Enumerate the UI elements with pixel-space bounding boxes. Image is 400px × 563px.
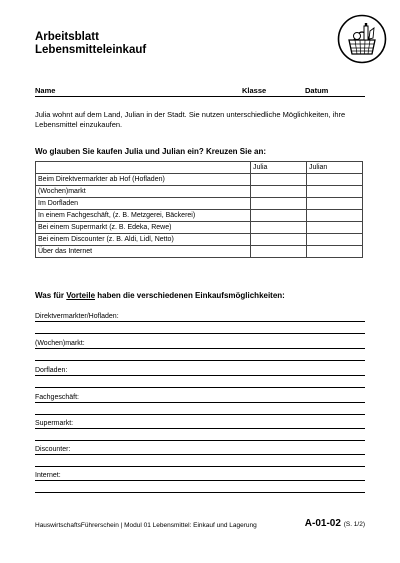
table-row	[36, 210, 363, 222]
answer-line[interactable]	[35, 466, 365, 467]
page-number: (S. 1/2)	[343, 521, 365, 528]
answer-line[interactable]	[35, 375, 365, 376]
field-label: Direktvermarkter/Hofladen:	[35, 313, 119, 320]
checkbox-cell-julia[interactable]	[251, 198, 307, 210]
checkbox-cell-julian[interactable]	[307, 174, 363, 186]
question-2-prefix: Was für	[35, 291, 67, 300]
checkbox-cell-julian[interactable]	[307, 234, 363, 246]
name-label: Name	[35, 86, 56, 95]
date-label: Datum	[305, 86, 329, 95]
answer-field-hofladen	[35, 313, 365, 337]
field-label: Fachgeschäft:	[35, 394, 79, 401]
intro-text: Julia wohnt auf dem Land, Julian in der Stadt. Sie nutzen unterschiedliche Möglichkeiten, ihre Lebensmittel einzukaufen.	[35, 110, 346, 129]
table-row	[36, 186, 363, 198]
checkbox-cell-julia[interactable]	[251, 246, 307, 258]
student-info-row	[35, 86, 365, 96]
field-label: Supermarkt:	[35, 420, 74, 427]
answer-line[interactable]	[35, 360, 365, 361]
footer-text: HauswirtschaftsFührerschein | Modul 01 Lebensmittel: Einkauf und Lagerung	[35, 522, 257, 529]
table-row	[36, 198, 363, 210]
row-label: Bei einem Supermarkt (z. B. Edeka, Rewe)	[36, 222, 251, 234]
worksheet-code	[305, 518, 365, 529]
worksheet-code-label: A-01-02	[304, 518, 341, 529]
table-header-empty	[36, 162, 251, 174]
row-label: In einem Fachgeschäft, (z. B. Metzgerei, Bäckerei)	[36, 210, 251, 222]
question-2-emphasis: Vorteile	[66, 291, 96, 300]
table-row	[36, 174, 363, 186]
answer-field-fachgeschaeft	[35, 394, 365, 418]
answer-line[interactable]	[35, 454, 365, 455]
row-label: Beim Direktvermarkter ab Hof (Hofladen)	[36, 174, 251, 186]
answer-field-supermarkt	[35, 420, 365, 444]
page-footer	[35, 518, 365, 532]
checkbox-cell-julia[interactable]	[251, 234, 307, 246]
info-underline[interactable]	[35, 96, 365, 97]
row-label: Über das Internet	[36, 246, 251, 258]
shopping-basket-icon	[337, 14, 387, 64]
table-header-row	[36, 162, 363, 174]
field-label: (Wochen)markt:	[35, 340, 85, 347]
checkbox-cell-julia[interactable]	[251, 222, 307, 234]
table-header-julia: Julia	[251, 162, 307, 174]
answer-field-discounter	[35, 446, 365, 470]
answer-line[interactable]	[35, 492, 365, 493]
answer-field-dorfladen	[35, 367, 365, 391]
answer-line[interactable]	[35, 321, 365, 322]
checkbox-cell-julian[interactable]	[307, 222, 363, 234]
answer-field-internet	[35, 472, 365, 496]
answer-line[interactable]	[35, 333, 365, 334]
answer-line[interactable]	[35, 428, 365, 429]
field-label: Dorfladen:	[35, 367, 68, 374]
title-line-1: Arbeitsblatt	[35, 31, 99, 43]
checkbox-cell-julian[interactable]	[307, 246, 363, 258]
checkbox-cell-julia[interactable]	[251, 210, 307, 222]
question-1: Wo glauben Sie kaufen Julia und Julian ein? Kreuzen Sie an:	[35, 147, 267, 156]
answer-line[interactable]	[35, 414, 365, 415]
table-header-julian: Julian	[307, 162, 363, 174]
table-row	[36, 246, 363, 258]
row-label: (Wochen)markt	[36, 186, 251, 198]
answer-line[interactable]	[35, 480, 365, 481]
question-2-suffix: haben die verschiedenen Einkaufsmöglichkeiten:	[95, 291, 285, 300]
table-row	[36, 234, 363, 246]
shopping-table	[35, 161, 363, 258]
field-label: Internet:	[35, 472, 61, 479]
checkbox-cell-julia[interactable]	[251, 186, 307, 198]
checkbox-cell-julian[interactable]	[307, 186, 363, 198]
checkbox-cell-julian[interactable]	[307, 198, 363, 210]
row-label: Im Dorfladen	[36, 198, 251, 210]
title-line-2: Lebensmitteleinkauf	[35, 44, 147, 56]
answer-line[interactable]	[35, 440, 365, 441]
checkbox-cell-julia[interactable]	[251, 174, 307, 186]
answer-line[interactable]	[35, 402, 365, 403]
page-title	[35, 31, 146, 57]
question-2	[35, 291, 285, 300]
checkbox-cell-julian[interactable]	[307, 210, 363, 222]
answer-field-markt	[35, 340, 365, 364]
answer-line[interactable]	[35, 348, 365, 349]
field-label: Discounter:	[35, 446, 71, 453]
answer-line[interactable]	[35, 387, 365, 388]
class-label: Klasse	[242, 86, 267, 95]
table-row	[36, 222, 363, 234]
row-label: Bei einem Discounter (z. B. Aldi, Lidl, Netto)	[36, 234, 251, 246]
